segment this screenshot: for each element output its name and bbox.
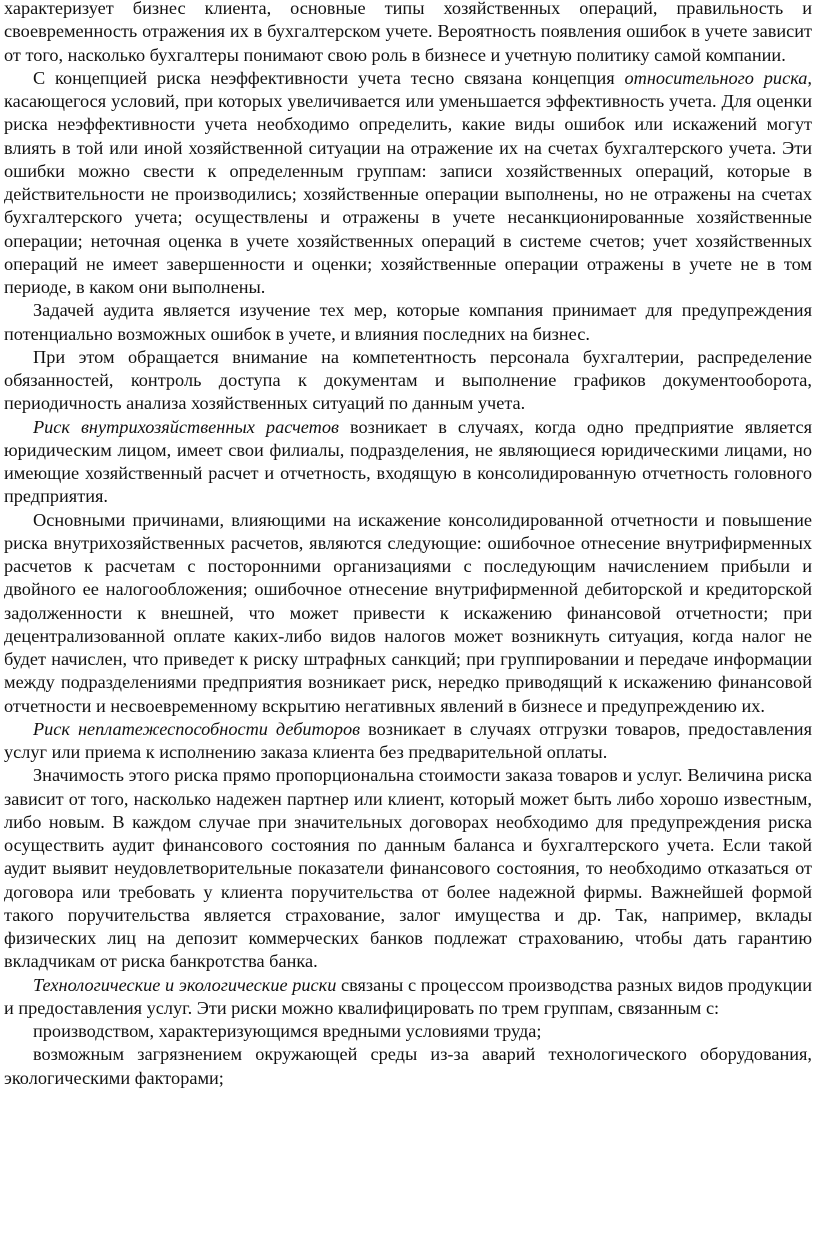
italic-term-debtor-insolvency-risk: Риск неплатежеспособности дебиторов [33,718,361,739]
paragraph-8 [4,764,812,973]
italic-term-tech-eco-risks: Технологические и экологические риски [33,974,337,995]
document-body [4,0,812,1090]
paragraph-4 [4,346,812,416]
paragraph-text: При этом обращается внимание на компетентность персонала бухгалтерии, распределение обязанностей, контроль доступа к документам и выполнение графиков документооборота, периодичность анализа хозяйственных ситуаций по данным учета. [4,346,812,414]
italic-term-relative-risk: относительного риска, [624,67,812,88]
paragraph-text: Значимость этого риска прямо пропорциональна стоимости заказа товаров и услуг. Величина риска зависит от того, насколько надежен партнер или клиент, который может быть либо хорошо известным, либо новым. В каждом случае при значительных договорах необходимо для предупреждения риска осуществить аудит финансового состояния по данным баланса и бухгалтерского учета. Если такой аудит выявит неудовлетворительные показатели финансового состояния, то необходимо отказаться от договора или требовать у клиента поручительства от более надежной фирмы. Важнейшей формой такого поручительства является страхование, залог имущества и др. Так, например, вклады физических лиц на депозит коммерческих банков подлежат страхованию, чтобы дать гарантию вкладчикам от риска банкротства банка. [4,765,812,972]
paragraph-9 [4,974,812,1021]
paragraph-6 [4,509,812,718]
list-item-pollution [4,1043,812,1090]
paragraph-text: возникает в случаях, когда одно предприятие является юридическим лицом, имеет свои филиалы, подразделения, не являющиеся юридическими лицами, но имеющие хозяйственный расчет и отчетность, входящую в консолидированную отчетность головного предприятия. [4,416,812,507]
paragraph-2 [4,67,812,300]
list-item-text: возможным загрязнением окружающей среды из-за аварий технологического оборудования, экологическими факторами; [4,1044,812,1088]
paragraph-3 [4,299,812,346]
paragraph-text: связаны с процессом производства разных видов продукции и предоставления услуг. Эти риски можно квалифицировать по трем группам, связанным с: [4,974,812,1018]
paragraph-text: С концепцией риска неэффективности учета тесно связана концепция [33,67,625,88]
paragraph-text: Задачей аудита является изучение тех мер, которые компания принимает для предупреждения потенциально возможных ошибок в учете, и влияния последних на бизнес. [4,300,812,344]
paragraph-text: характеризует бизнес клиента, основные типы хозяйственных операций, правильность и своевременность отражения их в бухгалтерском учете. Вероятность появления ошибок в учете зависит от того, насколько бухгалтеры понимают свою роль в бизнесе и учетную политику самой компании. [4,0,812,65]
paragraph-text: касающегося условий, при которых увеличивается или уменьшается эффективность учета. Для оценки риска неэффективности учета необходимо определить, какие виды ошибок или искажений могут влиять в той или иной хозяйственной ситуации на отражение их на счетах бухгалтерского учета. Эти ошибки можно свести к определенным группам: записи хозяйственных операций, которые в действительности не производились; хозяйственные операции выполнены, но не отражены на счетах бухгалтерского учета; осуществлены и отражены в учете несанкционированные хозяйственные операции; неточная оценка в учете хозяйственных операций в системе счетов; учет хозяйственных операций не имеет завершенности и оценки; хозяйственные операции отражены в учете не в том периоде, в каком они выполнены. [4,91,812,297]
paragraph-1 [4,0,812,67]
paragraph-text: Основными причинами, влияющими на искажение консолидированной отчетности и повышение риска внутрихозяйственных расчетов, являются следующие: ошибочное отнесение внутрифирменных расчетов к расчетам с посторонними организациями с последующим начислением прибыли и двойного ее налогообложения; ошибочное отнесение внутрифирменной дебиторской и кредиторской задолженности к внешней, что может привести к искажению финансовой отчетности; при децентрализованной оплате каких-либо видов налогов может возникнуть ситуация, когда налог не будет начислен, что приведет к риску штрафных санкций; при группировании и передаче информации между подразделениями предприятия возникает риск, нередко приводящий к искажению финансовой отчетности и несвоевременному вскрытию негативных явлений в бизнесе и предупреждению их. [4,509,812,716]
paragraph-5 [4,416,812,509]
list-item-text: производством, характеризующимся вредными условиями труда; [33,1021,542,1041]
paragraph-text: возникает в случаях отгрузки товаров, предоставления услуг или приема к исполнению заказа клиента без предварительной оплаты. [4,718,812,762]
italic-term-internal-settlements-risk: Риск внутрихозяйственных расчетов [33,416,339,437]
list-item-production [4,1020,812,1043]
paragraph-7 [4,718,812,765]
